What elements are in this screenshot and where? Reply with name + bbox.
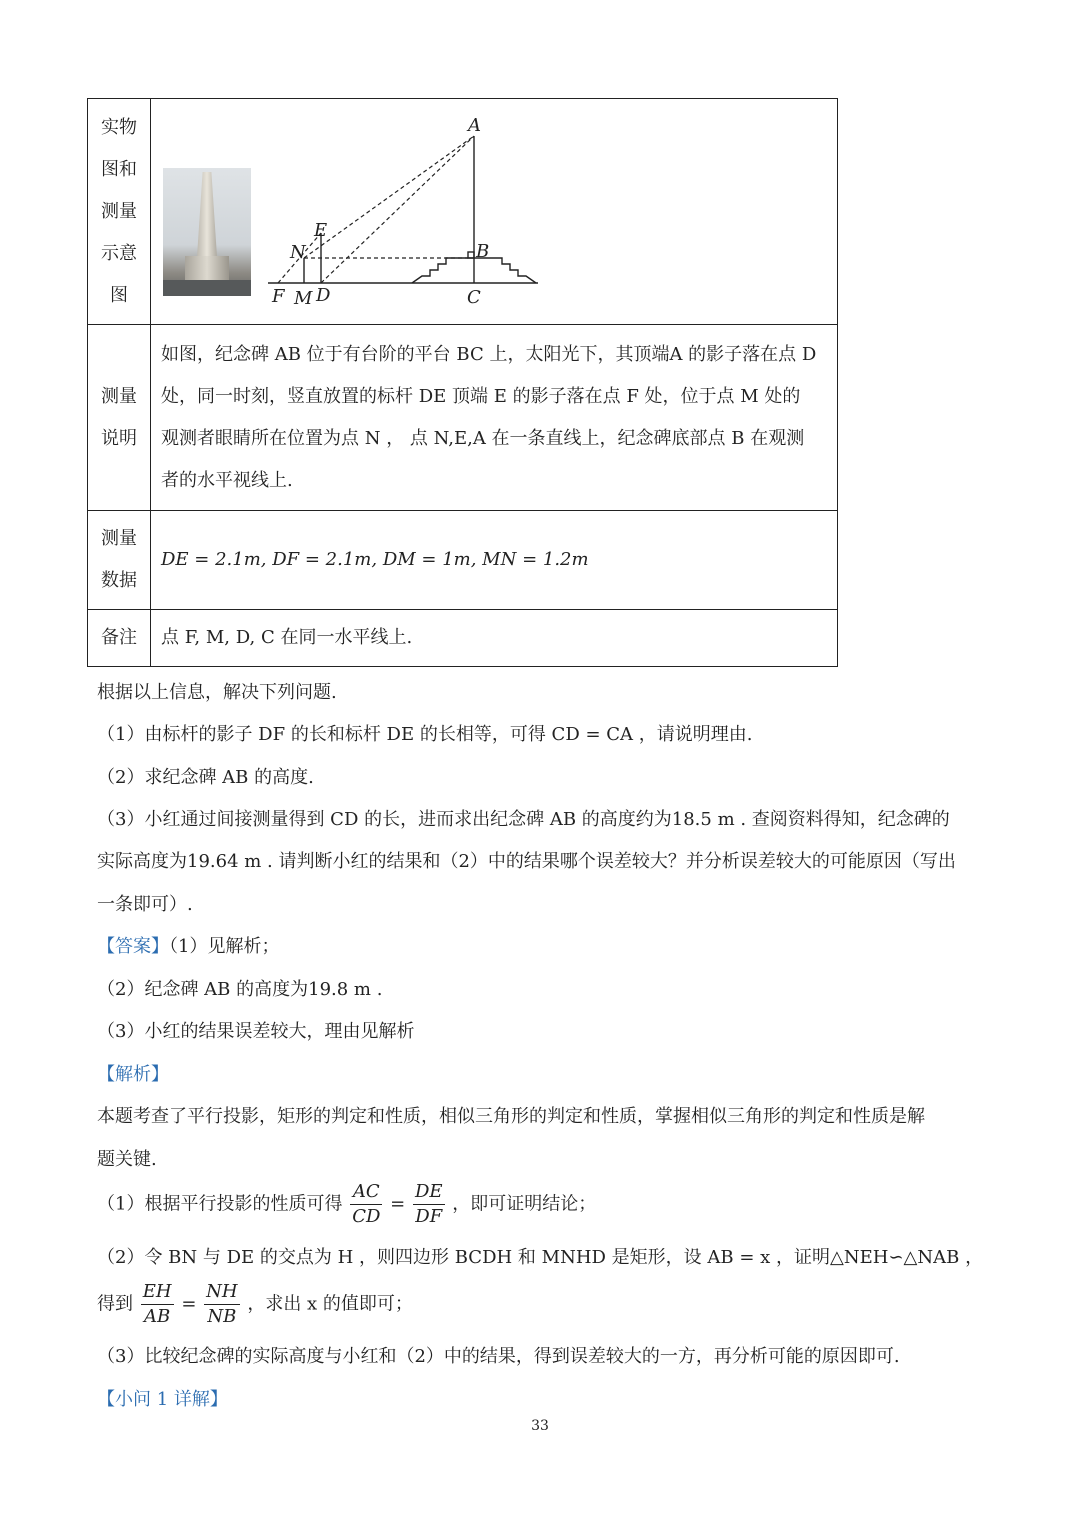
intro-text: 根据以上信息，解决下列问题. bbox=[97, 682, 337, 703]
geometry-diagram bbox=[262, 112, 552, 312]
question-2: （2）求纪念碑 AB 的高度. bbox=[97, 767, 314, 788]
label-D: D bbox=[316, 285, 331, 306]
equals-sign: = bbox=[390, 1193, 406, 1215]
question-3-line-3: 一条即可）. bbox=[97, 894, 193, 915]
analysis-step-2-line-2 bbox=[97, 1280, 413, 1329]
step-1-post: ，即可证明结论； bbox=[452, 1193, 597, 1215]
head-text: 测量 bbox=[101, 385, 137, 407]
fraction-nh-nb bbox=[204, 1280, 239, 1329]
fraction-denominator: CD bbox=[352, 1206, 381, 1227]
head-text: 数据 bbox=[101, 570, 137, 591]
question-1: （1）由标杆的影子 DF 的长和标杆 DE 的长相等，可得 CD = CA ，请说明理由. bbox=[97, 724, 753, 745]
fraction-denominator: DF bbox=[415, 1206, 443, 1227]
row-head-figure bbox=[88, 99, 151, 325]
head-text: 说明 bbox=[101, 427, 137, 449]
answer-line-3: （3）小红的结果误差较大，理由见解析 bbox=[97, 1021, 415, 1042]
description-line: 处，同一时刻，竖直放置的标杆 DE 顶端 E 的影子落在点 F 处，位于点 M 处的 bbox=[161, 385, 801, 407]
head-text: 实物 bbox=[101, 116, 137, 138]
analysis-step-1 bbox=[97, 1180, 596, 1229]
ground-strip bbox=[163, 280, 251, 296]
answer-line-1 bbox=[97, 932, 279, 958]
label-M: M bbox=[294, 288, 313, 309]
data-cell: DE = 2.1m, DF = 2.1m, DM = 1m, MN = 1.2m bbox=[151, 511, 838, 610]
step-2-post: ，求出 x 的值即可； bbox=[247, 1293, 413, 1315]
analysis-step-2-line-1: （2）令 BN 与 DE 的交点为 H ，则四边形 BCDH 和 MNHD 是矩形，设 AB = x ，证明△NEH∽△NAB ， bbox=[97, 1247, 984, 1268]
label-B: B bbox=[476, 241, 490, 262]
row-head-remark: 备注 bbox=[88, 610, 151, 667]
label-C: C bbox=[467, 287, 481, 308]
description-line: 观测者眼睛所在位置为点 N ， 点 N,E,A 在一条直线上，纪念碑底部点 B 在观测 bbox=[161, 427, 805, 449]
step-1-pre: （1）根据平行投影的性质可得 bbox=[97, 1193, 343, 1215]
analysis-step-3: （3）比较纪念碑的实际高度与小红和（2）中的结果，得到误差较大的一方，再分析可能的原因即可. bbox=[97, 1346, 900, 1367]
fraction-numerator: AC bbox=[350, 1180, 382, 1205]
row-head-data bbox=[88, 511, 151, 610]
fraction-denominator: NB bbox=[207, 1306, 237, 1327]
row-head-description bbox=[88, 325, 151, 511]
description-line: 者的水平视线上. bbox=[161, 469, 293, 491]
question-3-line-1: （3）小红通过间接测量得到 CD 的长，进而求出纪念碑 AB 的高度约为18.5 m . 查阅资料得知，纪念碑的 bbox=[97, 809, 950, 830]
description-cell bbox=[151, 325, 838, 511]
head-text: 图和 bbox=[101, 158, 137, 180]
fraction-numerator: NH bbox=[204, 1280, 239, 1305]
fraction-ac-cd bbox=[350, 1180, 382, 1229]
description-line: 如图，纪念碑 AB 位于有台阶的平台 BC 上，太阳光下，其顶端A 的影子落在点 D bbox=[161, 343, 817, 365]
head-text: 测量 bbox=[101, 200, 137, 222]
fraction-numerator: DE bbox=[413, 1180, 445, 1205]
answer-tag: 【答案】 bbox=[97, 936, 169, 957]
monument-photo bbox=[163, 168, 251, 296]
head-text: 图 bbox=[110, 284, 128, 306]
remark-cell: 点 F, M, D, C 在同一水平线上. bbox=[151, 610, 838, 667]
label-E: E bbox=[314, 220, 328, 241]
head-text: 测量 bbox=[101, 528, 137, 549]
fraction-denominator: AB bbox=[144, 1306, 171, 1327]
answer-1-text: （1）见解析； bbox=[169, 936, 280, 957]
label-A: A bbox=[468, 115, 481, 136]
equals-sign: = bbox=[181, 1293, 197, 1315]
sub-question-1-tag: 【小问 1 详解】 bbox=[97, 1389, 228, 1410]
page-number: 33 bbox=[531, 1418, 549, 1434]
label-F: F bbox=[272, 286, 285, 307]
fraction-de-df bbox=[413, 1180, 445, 1229]
step-2-pre: 得到 bbox=[97, 1293, 133, 1315]
answer-line-2: （2）纪念碑 AB 的高度为19.8 m . bbox=[97, 979, 383, 1000]
head-text: 示意 bbox=[101, 242, 137, 264]
analysis-line-1: 本题考查了平行投影，矩形的判定和性质，相似三角形的判定和性质，掌握相似三角形的判定和性质是解 bbox=[97, 1106, 925, 1127]
question-3-line-2: 实际高度为19.64 m . 请判断小红的结果和（2）中的结果哪个误差较大？并分析误差较大的可能原因（写出 bbox=[97, 851, 956, 872]
analysis-tag: 【解析】 bbox=[97, 1064, 169, 1085]
fraction-numerator: EH bbox=[141, 1280, 174, 1305]
analysis-line-2: 题关键. bbox=[97, 1149, 157, 1170]
fraction-eh-ab bbox=[141, 1280, 174, 1329]
label-N: N bbox=[290, 242, 306, 263]
